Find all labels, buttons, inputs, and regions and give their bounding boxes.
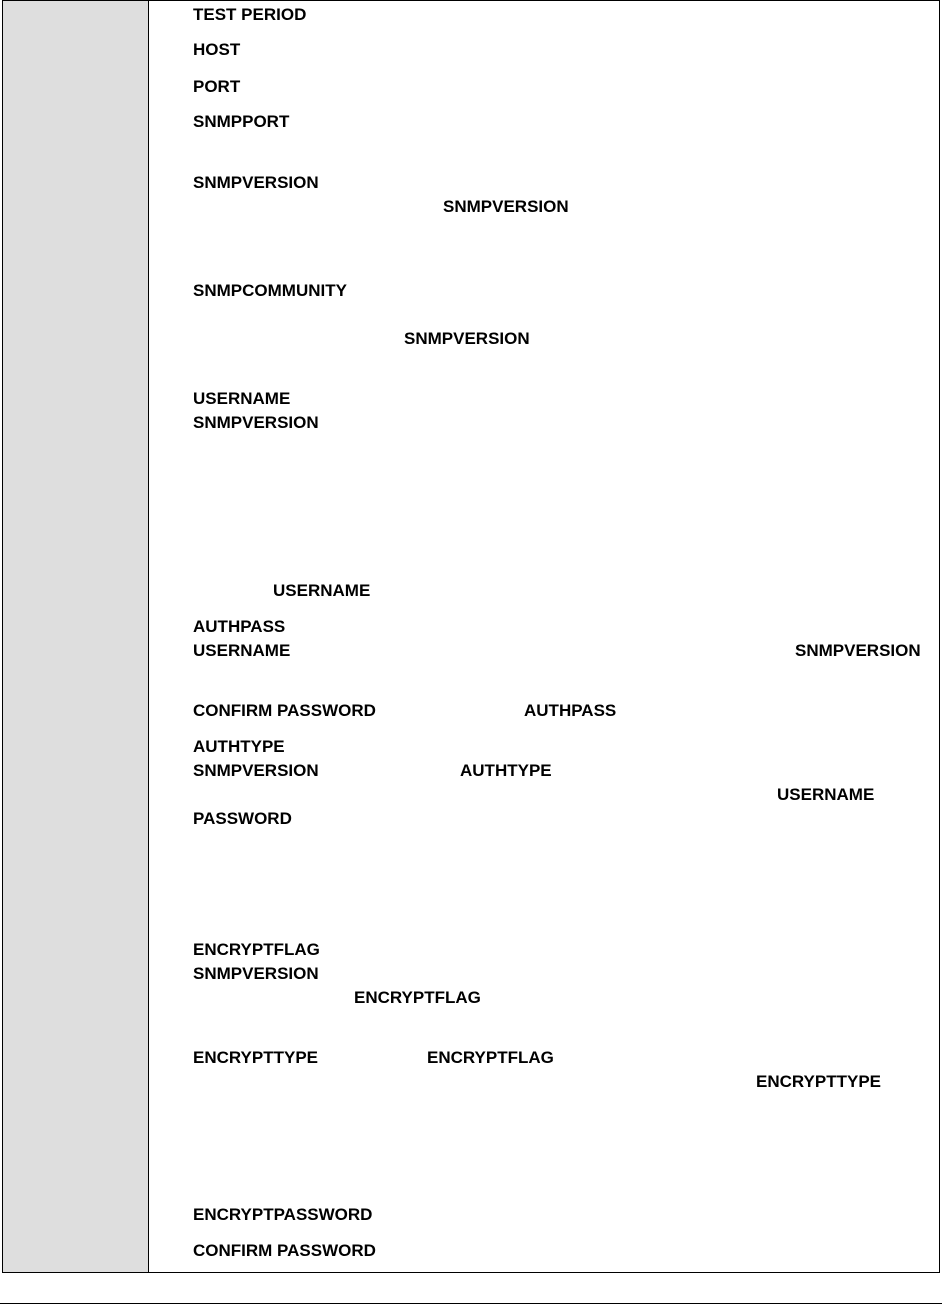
param-test-period: TEST PERIOD xyxy=(193,5,307,24)
param-snmpversion: SNMPVERSION xyxy=(193,173,319,192)
ref-encryptflag: ENCRYPTFLAG xyxy=(354,988,481,1007)
param-username: USERNAME xyxy=(193,389,291,408)
param-confirm-password: CONFIRM PASSWORD xyxy=(193,701,376,720)
param-authpass: AUTHPASS xyxy=(193,617,286,636)
ref-encrypttype: ENCRYPTTYPE xyxy=(756,1072,882,1091)
ref-snmpversion: SNMPVERSION xyxy=(795,641,921,660)
ref-snmpversion: SNMPVERSION xyxy=(404,329,530,348)
param-host: HOST xyxy=(193,40,241,59)
param-encryptpassword: ENCRYPTPASSWORD xyxy=(193,1205,373,1224)
ref-snmpversion: SNMPVERSION xyxy=(193,413,319,432)
param-encryptflag: ENCRYPTFLAG xyxy=(193,940,320,959)
param-snmpport: SNMPPORT xyxy=(193,112,290,131)
ref-authtype: AUTHTYPE xyxy=(460,761,552,780)
param-confirm-password: CONFIRM PASSWORD xyxy=(193,1241,376,1260)
label-column xyxy=(3,1,149,1272)
ref-snmpversion: SNMPVERSION xyxy=(193,964,319,983)
ref-password: PASSWORD xyxy=(193,809,292,828)
param-snmpcommunity: SNMPCOMMUNITY xyxy=(193,281,347,300)
ref-username: USERNAME xyxy=(193,641,291,660)
footer-rule xyxy=(0,1303,942,1304)
ref-snmpversion: SNMPVERSION xyxy=(193,761,319,780)
param-port: PORT xyxy=(193,77,241,96)
param-encrypttype: ENCRYPTTYPE xyxy=(193,1048,319,1067)
ref-snmpversion: SNMPVERSION xyxy=(443,197,569,216)
ref-username: USERNAME xyxy=(777,785,875,804)
ref-encryptflag: ENCRYPTFLAG xyxy=(427,1048,554,1067)
ref-username: USERNAME xyxy=(273,581,371,600)
ref-authpass: AUTHPASS xyxy=(524,701,617,720)
param-authtype: AUTHTYPE xyxy=(193,737,285,756)
